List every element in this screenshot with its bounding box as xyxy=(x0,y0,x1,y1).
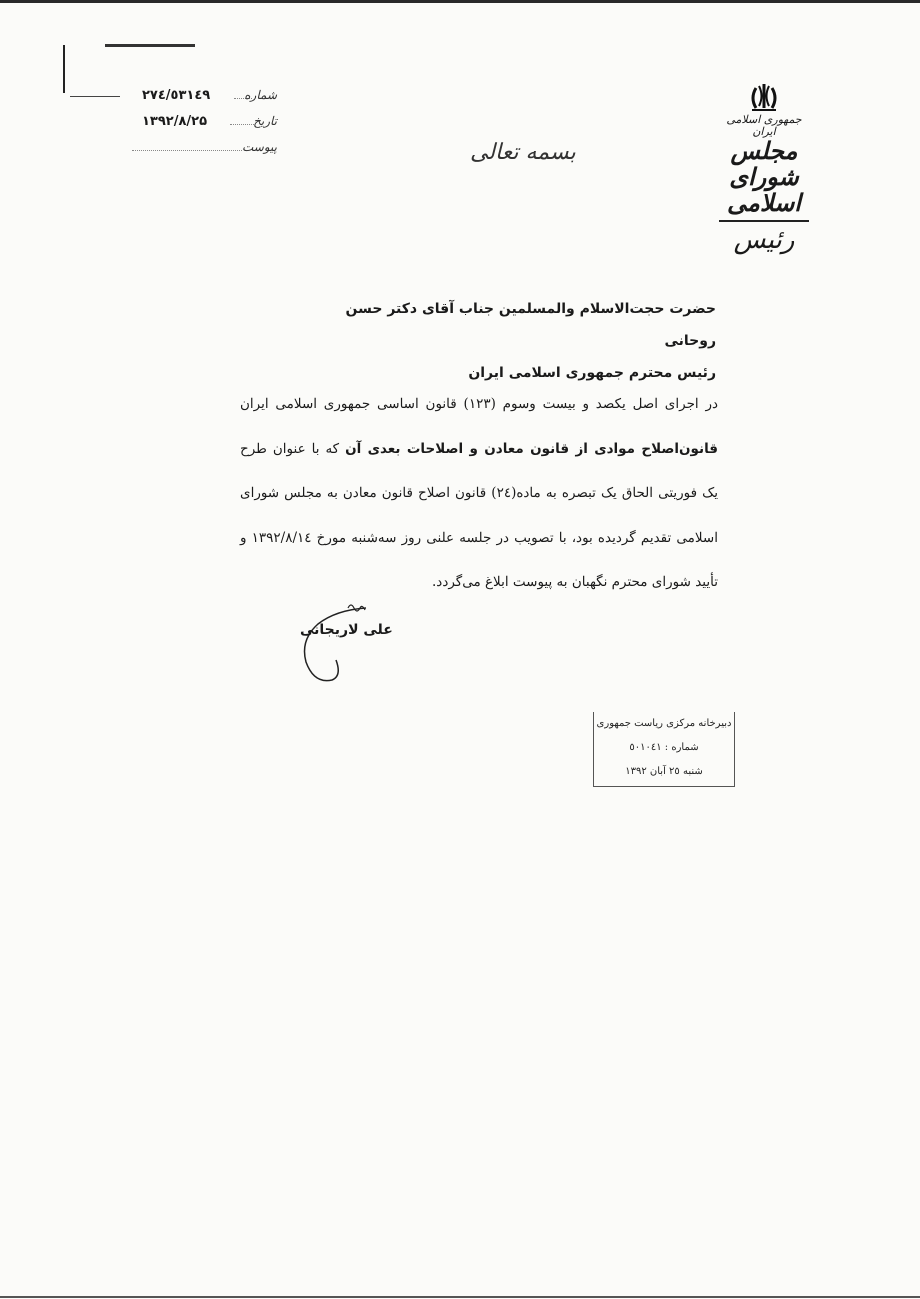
emblem-subtitle: جمهوری اسلامی ایران xyxy=(726,113,802,138)
addressee-line-2: رئیس محترم جمهوری اسلامی ایران xyxy=(468,365,716,381)
emblem-name: مجلس شورای اسلامی xyxy=(727,136,801,217)
stamp-date: شنبه ۲٥ آبان ۱۳۹۲ xyxy=(625,766,703,777)
number-label: شماره xyxy=(244,88,277,102)
date-label: تاریخ xyxy=(253,114,277,128)
bismillah: بسمه تعالی xyxy=(470,140,576,165)
parliament-emblem xyxy=(718,82,810,255)
corner-mark xyxy=(63,45,65,93)
body-text-part-1: در اجرای اصل یکصد و بیست وسوم (۱۲۳) قانون اساسی جمهوری اسلامی ایران xyxy=(240,396,718,412)
registry-stamp xyxy=(593,712,735,787)
date-row xyxy=(142,114,277,140)
corner-dash xyxy=(70,96,120,97)
letter-number: ۲۷٤/٥٣١٤٩ xyxy=(142,88,211,103)
bottom-border xyxy=(0,1296,920,1298)
signatory-name: علی لاریجانی xyxy=(300,622,393,638)
top-border xyxy=(0,0,920,3)
letter-date: ۱۳۹۲/۸/۲۵ xyxy=(142,114,208,129)
dotted-line xyxy=(132,150,242,151)
letter-meta xyxy=(142,88,277,166)
law-title: قانون‌اصلاح موادی از قانون معادن و اصلاحات بعدی آن xyxy=(345,440,718,457)
emblem-title: رئیس xyxy=(733,225,795,255)
iran-emblem-icon xyxy=(746,82,782,114)
stamp-number: شماره : ٥٠١٠٤١ xyxy=(629,742,699,753)
signature-mark xyxy=(296,600,386,690)
emblem-divider xyxy=(719,220,809,222)
letter-body xyxy=(240,382,718,605)
dotted-line xyxy=(230,124,254,125)
corner-bar xyxy=(105,44,195,47)
addressee-line-1: حضرت حجت‌الاسلام والمسلمین جناب آقای دکتر حسن روحانی xyxy=(345,301,716,349)
stamp-office: دبیرخانه مرکزی ریاست جمهوری xyxy=(596,718,732,729)
body-text-part-2: که با عنوان طرح یک فوریتی الحاق یک تبصره به ماده(۲٤) قانون اصلاح قانون معادن به مجلس شورای اسلامی تقدیم گردیده بود، با تصویب در جلسه علنی روز سه‌شنبه مورخ ۱۳۹۲/۸/۱٤ و تأیید شورای محترم نگهبان به پیوست ابلاغ می‌گردد. xyxy=(240,440,719,590)
attachment-label: پیوست xyxy=(242,140,277,154)
attachment-row xyxy=(142,140,277,166)
addressee xyxy=(296,293,716,389)
number-row xyxy=(142,88,277,114)
